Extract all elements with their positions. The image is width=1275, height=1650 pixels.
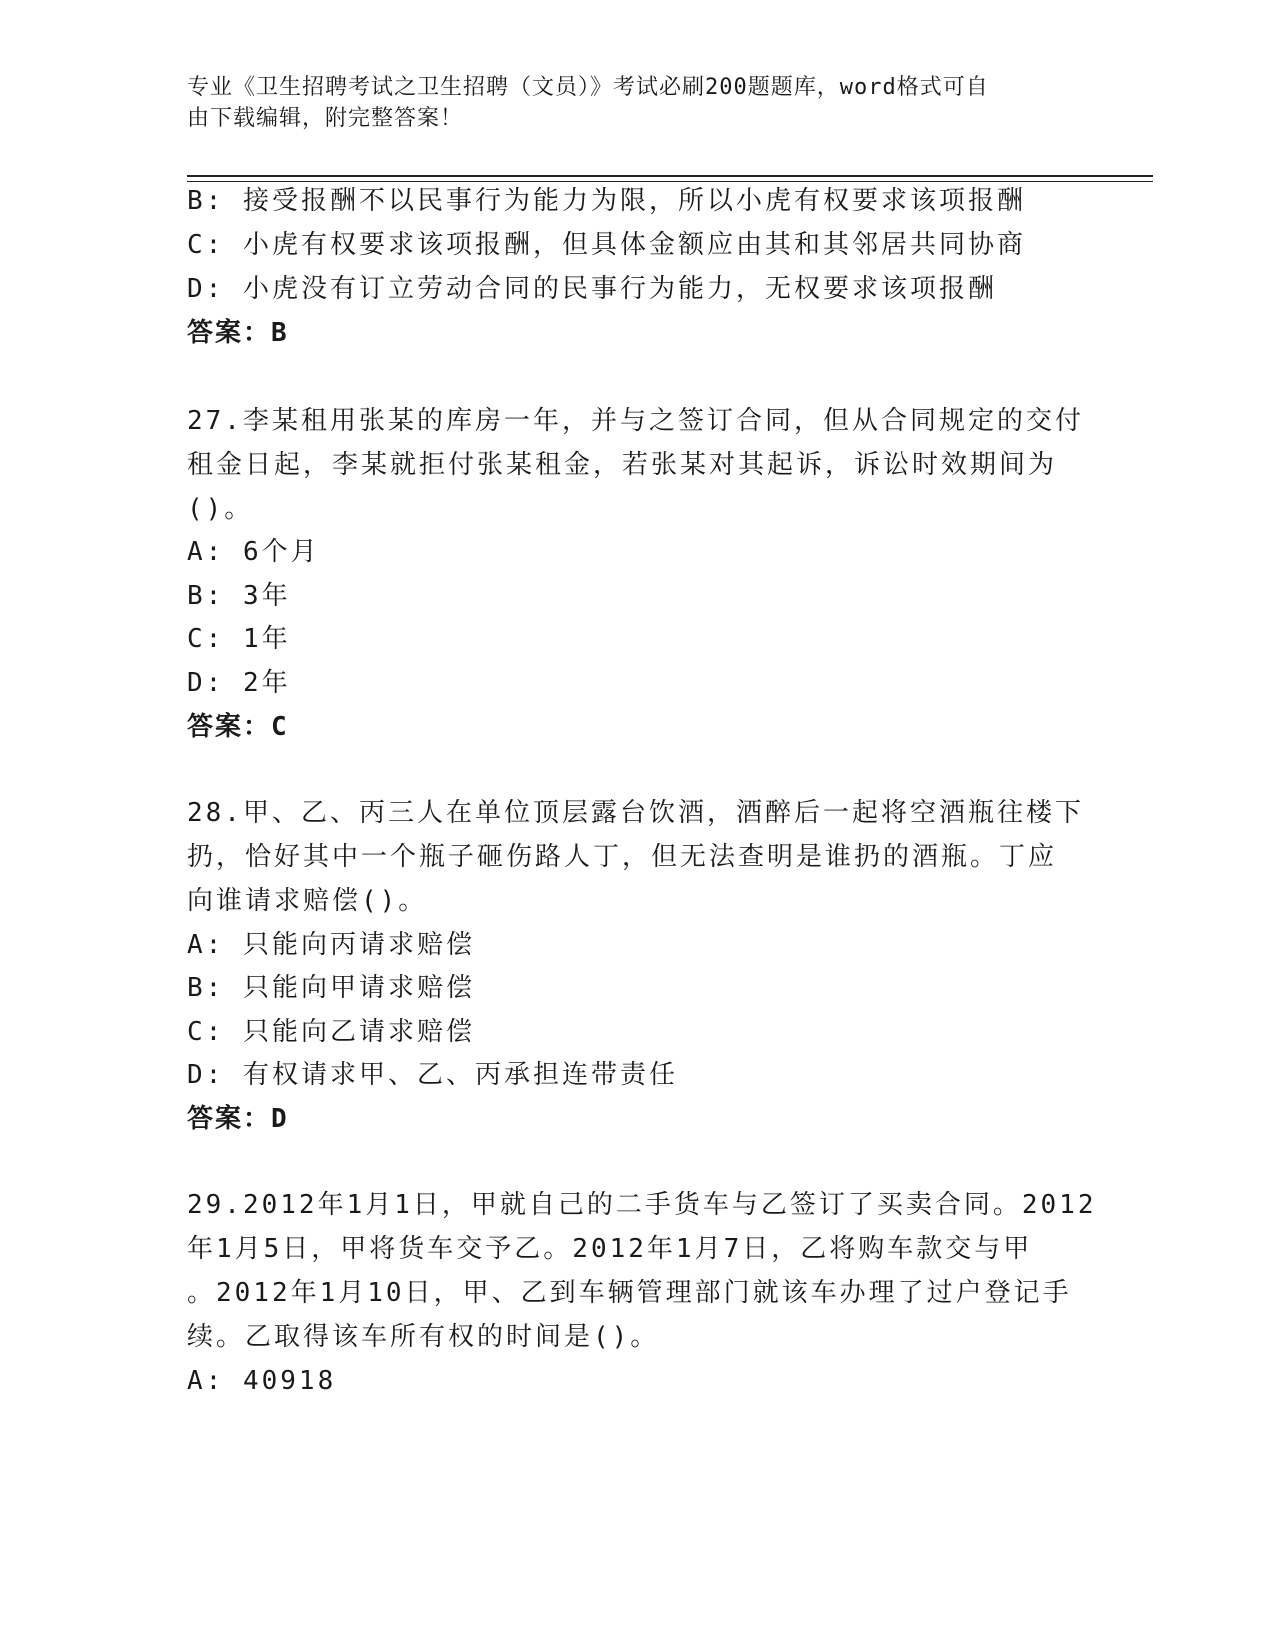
answer-line: 答案：B (187, 318, 289, 348)
header-divider-thick (187, 175, 1153, 177)
question-28-stem-3: 向谁请求赔偿()。 (187, 886, 428, 916)
question-27-stem-3: ()。 (187, 494, 254, 524)
question-28-stem-1: 28.甲、乙、丙三人在单位顶层露台饮酒，酒醉后一起将空酒瓶往楼下 (187, 798, 1084, 828)
question-27-stem-1: 27.李某租用张某的库房一年，并与之签订合同，但从合同规定的交付 (187, 406, 1084, 436)
question-28-option-b: B: 只能向甲请求赔偿 (187, 973, 475, 1003)
question-27-option-c: C: 1年 (187, 624, 291, 654)
option-b: B: 接受报酬不以民事行为能力为限，所以小虎有权要求该项报酬 (187, 186, 1026, 216)
header-divider-thin (187, 181, 1153, 182)
header-line-2: 由下载编辑，附完整答案！ (187, 106, 464, 131)
question-28-option-a: A: 只能向丙请求赔偿 (187, 930, 475, 960)
question-27-option-b: B: 3年 (187, 581, 291, 611)
question-28-answer: 答案：D (187, 1104, 289, 1134)
question-28-stem-2: 扔，恰好其中一个瓶子砸伤路人丁，但无法查明是谁扔的酒瓶。丁应 (187, 842, 1058, 872)
document-header (187, 72, 1067, 134)
question-29-stem-3: 。2012年1月10日，甲、乙到车辆管理部门就该车办理了过户登记手 (187, 1278, 1072, 1308)
question-28-option-d: D: 有权请求甲、乙、丙承担连带责任 (187, 1060, 678, 1090)
question-27-option-d: D: 2年 (187, 668, 291, 698)
question-27-stem-2: 租金日起，李某就拒付张某租金，若张某对其起诉，诉讼时效期间为 (187, 450, 1058, 480)
question-27-option-a: A: 6个月 (187, 537, 320, 567)
question-29-stem-2: 年1月5日，甲将货车交予乙。2012年1月7日，乙将购车款交与甲 (187, 1234, 1033, 1264)
header-line-1: 专业《卫生招聘考试之卫生招聘（文员）》考试必刷200题题库，word格式可自 (187, 75, 989, 100)
question-29-option-a: A: 40918 (187, 1366, 337, 1396)
option-d: D: 小虎没有订立劳动合同的民事行为能力，无权要求该项报酬 (187, 274, 997, 304)
question-27-answer: 答案：C (187, 712, 289, 742)
question-29-stem-4: 续。乙取得该车所有权的时间是()。 (187, 1322, 660, 1352)
question-29-stem-1: 29.2012年1月1日，甲就自己的二手货车与乙签订了买卖合同。2012 (187, 1190, 1097, 1220)
question-28-option-c: C: 只能向乙请求赔偿 (187, 1017, 475, 1047)
option-c: C: 小虎有权要求该项报酬，但具体金额应由其和其邻居共同协商 (187, 230, 1026, 260)
